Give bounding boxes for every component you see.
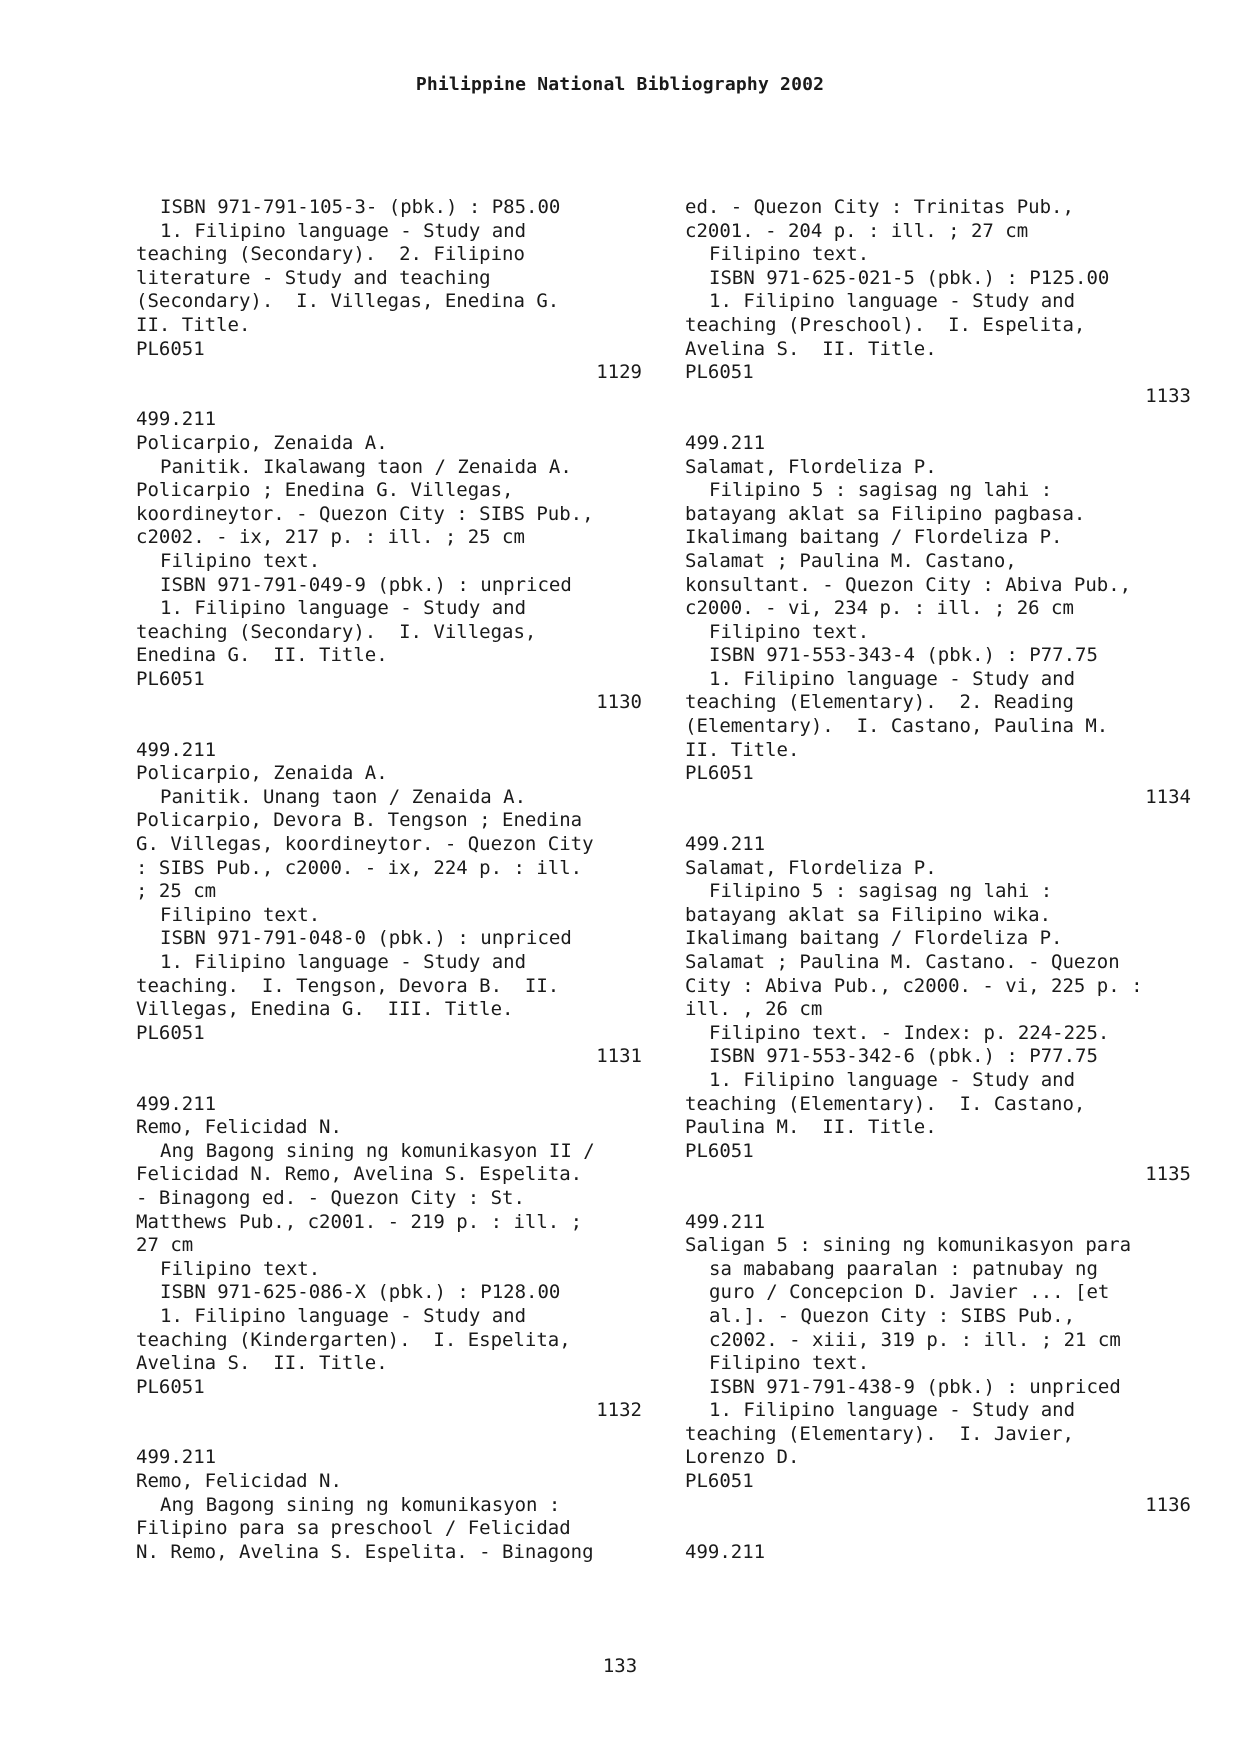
entry-line: 1. Filipino language - Study and xyxy=(160,1304,527,1327)
entry-line: II. Title. xyxy=(685,738,800,761)
entry-line: batayang aklat sa Filipino wika. xyxy=(685,903,1052,926)
entry-line: Filipino text. xyxy=(709,1352,870,1375)
entry-line: PL6051 xyxy=(136,1021,205,1044)
entry-line: 499.211 xyxy=(685,1540,766,1563)
entry-line: PL6051 xyxy=(685,361,754,384)
entry-line: Filipino para sa preschool / Felicidad xyxy=(136,1517,571,1540)
entry-line: Salamat, Flordeliza P. xyxy=(685,455,937,478)
entry-line: teaching (Preschool). I. Espelita, xyxy=(685,313,1086,336)
entry-line: PL6051 xyxy=(136,337,205,360)
entry-line: 499.211 xyxy=(136,1092,217,1115)
entry-line: Remo, Felicidad N. xyxy=(136,1470,342,1493)
entry-line: 499.211 xyxy=(685,833,766,856)
entry-line: PL6051 xyxy=(685,1470,754,1493)
entry-line: Ikalimang baitang / Flordeliza P. xyxy=(685,526,1063,549)
entry-line: Panitik. Ikalawang taon / Zenaida A. xyxy=(160,455,572,478)
entry-line: 27 cm xyxy=(136,1234,194,1257)
entry-line: Filipino text. xyxy=(709,620,870,643)
entry-line: c2002. - ix, 217 p. : ill. ; 25 cm xyxy=(136,526,525,549)
entry-line: Lorenzo D. xyxy=(685,1446,800,1469)
entry-line: - Binagong ed. - Quezon City : St. xyxy=(136,1186,525,1209)
entry-spacer xyxy=(136,715,642,739)
entry-line: ISBN 971-625-021-5 (pbk.) : P125.00 xyxy=(709,266,1110,289)
entry-line: Policarpio, Zenaida A. xyxy=(136,762,388,785)
entry-line: Salamat ; Paulina M. Castano. - Quezon xyxy=(685,951,1120,973)
entry-line: Filipino text. xyxy=(160,549,321,572)
entry-line: Policarpio ; Enedina G. Villegas, xyxy=(136,479,514,502)
entry-line: teaching (Elementary). I. Castano, xyxy=(685,1092,1086,1115)
entry-line: al.]. - Quezon City : SIBS Pub., xyxy=(709,1304,1076,1327)
entry-line: teaching (Kindergarten). I. Espelita, xyxy=(136,1328,571,1351)
entry-line: c2000. - vi, 234 p. : ill. ; 26 cm xyxy=(685,597,1074,620)
entry-line: teaching (Elementary). 2. Reading xyxy=(685,691,1074,714)
entry-line: ISBN 971-791-105-3- (pbk.) : P85.00 xyxy=(160,196,561,218)
entry-line: Ang Bagong sining ng komunikasyon II / xyxy=(160,1139,595,1162)
entry-line: literature - Study and teaching xyxy=(136,266,491,289)
entry-line: Policarpio, Devora B. Tengson ; Enedina xyxy=(136,809,583,832)
entry-line: Saligan 5 : sining ng komunikasyon para xyxy=(685,1234,1132,1257)
entry-spacer xyxy=(685,1187,1191,1211)
entry-line: ISBN 971-791-049-9 (pbk.) : unpriced xyxy=(160,573,572,596)
entry-line: Ikalimang baitang / Flordeliza P. xyxy=(685,927,1063,950)
entry-line: II. Title. xyxy=(136,313,251,336)
entry-line: Filipino 5 : sagisag ng lahi : xyxy=(709,880,1053,903)
page-header-title: Philippine National Bibliography 2002 xyxy=(415,74,825,95)
entry-line: konsultant. - Quezon City : Abiva Pub., xyxy=(685,573,1132,596)
entry-line: Avelina S. II. Title. xyxy=(685,337,937,360)
entry-line: Felicidad N. Remo, Avelina S. Espelita. xyxy=(136,1163,583,1186)
entry-line: 1. Filipino language - Study and xyxy=(160,597,527,620)
entry-line: 1. Filipino language - Study and xyxy=(709,1068,1076,1091)
entry-line: ill. , 26 cm xyxy=(685,998,823,1021)
entry-line: 499.211 xyxy=(685,431,766,454)
entry-line: batayang aklat sa Filipino pagbasa. xyxy=(685,502,1086,525)
entry-line: Filipino text. - Index: p. 224-225. xyxy=(709,1021,1110,1044)
entry-line: 499.211 xyxy=(685,1210,766,1233)
entry-line: PL6051 xyxy=(136,667,205,690)
entry-number: 1130 xyxy=(596,691,642,714)
entry-line: teaching. I. Tengson, Devora B. II. xyxy=(136,974,560,997)
entry-line: PL6051 xyxy=(136,1375,205,1398)
entry-line: 1. Filipino language - Study and xyxy=(709,667,1076,690)
entry-line: G. Villegas, koordineytor. - Quezon City xyxy=(136,833,594,856)
entry-number: 1133 xyxy=(1145,384,1191,407)
page-number: 133 xyxy=(602,1655,638,1677)
entry-spacer xyxy=(685,1517,1191,1541)
entry-line: ; 25 cm xyxy=(136,880,217,903)
entry-spacer xyxy=(136,1069,642,1093)
entry-line: Enedina G. II. Title. xyxy=(136,644,388,667)
entry-line: ISBN 971-791-048-0 (pbk.) : unpriced xyxy=(160,927,572,950)
entry-number: 1134 xyxy=(1145,785,1191,808)
entry-line: c2002. - xiii, 319 p. : ill. ; 21 cm xyxy=(709,1328,1121,1351)
entry-line: guro / Concepcion D. Javier ... [et xyxy=(709,1281,1110,1304)
entry-line: 499.211 xyxy=(136,408,217,431)
entry-line: Filipino text. xyxy=(160,903,321,926)
entry-line: Salamat ; Paulina M. Castano, xyxy=(685,549,1017,572)
entry-line: Filipino 5 : sagisag ng lahi : xyxy=(709,479,1053,502)
entry-line: teaching (Secondary). I. Villegas, xyxy=(136,620,537,643)
entry-line: (Elementary). I. Castano, Paulina M. xyxy=(685,715,1109,738)
left-column xyxy=(136,196,642,1564)
entry-spacer xyxy=(136,1423,642,1447)
entry-line: sa mababang paaralan : patnubay ng xyxy=(709,1257,1098,1280)
entry-line: Filipino text. xyxy=(160,1257,321,1280)
entry-line: Paulina M. II. Title. xyxy=(685,1116,937,1139)
entry-line: PL6051 xyxy=(685,1139,754,1162)
entry-number: 1129 xyxy=(596,361,642,384)
entry-spacer xyxy=(136,385,642,409)
entry-line: Filipino text. xyxy=(709,243,870,266)
entry-line: Salamat, Flordeliza P. xyxy=(685,856,937,879)
entry-line: Remo, Felicidad N. xyxy=(136,1116,342,1139)
entry-line: City : Abiva Pub., c2000. - vi, 225 p. : xyxy=(685,974,1143,997)
entry-line: 1. Filipino language - Study and xyxy=(709,1399,1076,1422)
entry-line: 499.211 xyxy=(136,738,217,761)
entry-line: : SIBS Pub., c2000. - ix, 224 p. : ill. xyxy=(136,856,583,879)
entry-line: ed. - Quezon City : Trinitas Pub., xyxy=(685,196,1074,218)
right-column xyxy=(685,196,1191,1564)
entry-line: Villegas, Enedina G. III. Title. xyxy=(136,998,514,1021)
entry-line: Ang Bagong sining ng komunikasyon : xyxy=(160,1493,561,1516)
entry-line: 1. Filipino language - Study and xyxy=(160,219,527,242)
entry-line: PL6051 xyxy=(685,762,754,785)
entry-spacer xyxy=(685,809,1191,833)
entry-number: 1132 xyxy=(596,1399,642,1422)
entry-line: N. Remo, Avelina S. Espelita. - Binagong xyxy=(136,1540,594,1563)
entry-line: Panitik. Unang taon / Zenaida A. xyxy=(160,785,527,808)
entry-line: Matthews Pub., c2001. - 219 p. : ill. ; xyxy=(136,1210,583,1233)
entry-line: 499.211 xyxy=(136,1446,217,1469)
entry-line: c2001. - 204 p. : ill. ; 27 cm xyxy=(685,219,1029,242)
entry-line: ISBN 971-791-438-9 (pbk.) : unpriced xyxy=(709,1375,1121,1398)
entry-spacer xyxy=(685,408,1191,432)
entry-line: ISBN 971-553-343-4 (pbk.) : P77.75 xyxy=(709,644,1098,667)
entry-number: 1135 xyxy=(1145,1163,1191,1186)
entry-number: 1131 xyxy=(596,1045,642,1068)
entry-number: 1136 xyxy=(1145,1493,1191,1516)
entry-line: 1. Filipino language - Study and xyxy=(709,290,1076,313)
entry-line: Avelina S. II. Title. xyxy=(136,1352,388,1375)
entry-line: koordineytor. - Quezon City : SIBS Pub., xyxy=(136,502,594,525)
entry-line: teaching (Secondary). 2. Filipino xyxy=(136,243,525,266)
entry-line: (Secondary). I. Villegas, Enedina G. xyxy=(136,290,560,313)
entry-line: ISBN 971-553-342-6 (pbk.) : P77.75 xyxy=(709,1045,1098,1068)
entry-line: teaching (Elementary). I. Javier, xyxy=(685,1422,1074,1445)
entry-line: 1. Filipino language - Study and xyxy=(160,951,527,973)
entry-line: Policarpio, Zenaida A. xyxy=(136,431,388,454)
entry-line: ISBN 971-625-086-X (pbk.) : P128.00 xyxy=(160,1281,561,1304)
